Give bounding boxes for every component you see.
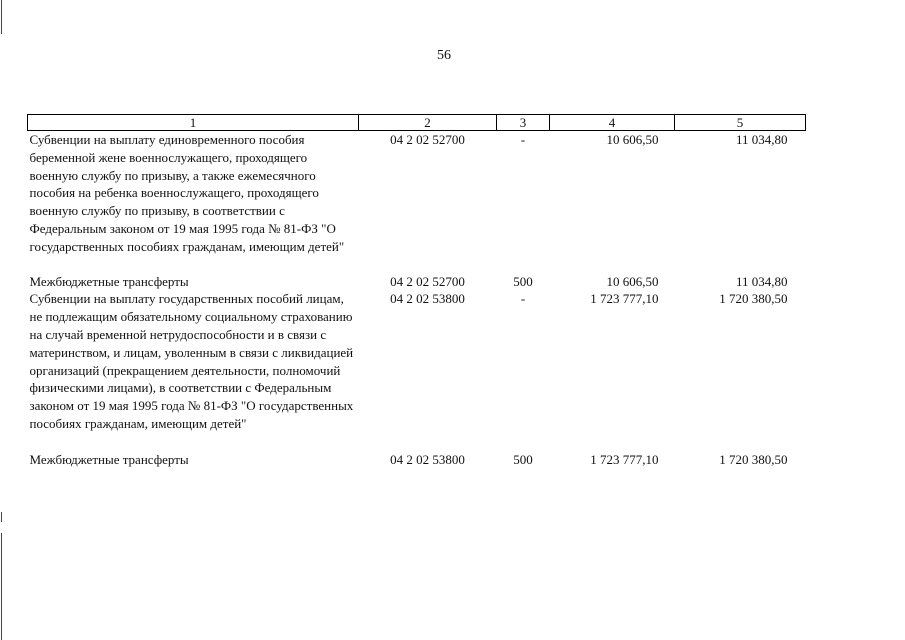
- row-value-5-cell: 11 034,80: [735, 132, 788, 147]
- row-spacer: [28, 256, 806, 273]
- table-row: [28, 290, 806, 432]
- budget-table: [27, 114, 806, 469]
- row-code-cell: 04 2 02 53800: [390, 291, 465, 307]
- row-spacer: [28, 433, 806, 451]
- row-name-cell: Субвенции на выплату государственных пособий лицам, не подлежащим обязательному социальному страхованию на случай временной нетрудоспособности и в связи с материнством, и лицам, уволенным в связи с ликвидацией организаций (прекращением деятельности, полномочий физическими лицами), в соответствии с Федеральным законом от 19 мая 1995 года № 81-ФЗ "О государственных пособиях гражданам, имеющим детей": [29, 291, 354, 431]
- row-code-cell: 04 2 02 52700: [390, 273, 465, 289]
- row-value-5-cell: 1 720 380,50: [719, 451, 788, 467]
- column-header-4: 4: [550, 115, 675, 131]
- column-header-2: 2: [359, 115, 497, 131]
- row-value-4-cell: 1 723 777,10: [590, 451, 659, 467]
- row-value-4-cell: 10 606,50: [606, 273, 659, 289]
- column-header-1: 1: [28, 115, 359, 131]
- table-row: [28, 273, 806, 291]
- scan-edge-line-middle: [1, 512, 2, 522]
- table-row: [28, 451, 806, 469]
- page-number: 56: [437, 48, 451, 63]
- scan-edge-line-bottom: [1, 533, 2, 640]
- table-header-row: [28, 115, 806, 131]
- row-value-4-cell: 10 606,50: [606, 132, 659, 147]
- row-type-cell: 500: [513, 273, 533, 289]
- table-row: [28, 131, 806, 256]
- column-header-5: 5: [675, 115, 806, 131]
- row-type-cell: 500: [513, 451, 533, 467]
- column-header-3: 3: [497, 115, 550, 131]
- row-code-cell: 04 2 02 52700: [390, 132, 465, 147]
- row-value-4-cell: 1 723 777,10: [590, 291, 659, 307]
- row-name-cell: Субвенции на выплату единовременного пособия беременной жене военнослужащего, проходящего военную службу по призыву, а также ежемесячного пособия на ребенка военнослужащего, проходящего военную службу по призыву, в соответствии с Федеральным законом от 19 мая 1995 года № 81-ФЗ "О государственных пособиях гражданам, имеющим детей": [29, 132, 345, 254]
- row-name-cell: Межбюджетные трансферты: [29, 273, 189, 289]
- row-value-5-cell: 1 720 380,50: [719, 291, 788, 307]
- scan-edge-line-top: [1, 0, 2, 34]
- row-name-cell: Межбюджетные трансферты: [29, 451, 189, 467]
- row-code-cell: 04 2 02 53800: [390, 451, 465, 467]
- row-type-cell: -: [520, 132, 526, 147]
- row-type-cell: -: [520, 291, 526, 307]
- row-value-5-cell: 11 034,80: [735, 273, 788, 289]
